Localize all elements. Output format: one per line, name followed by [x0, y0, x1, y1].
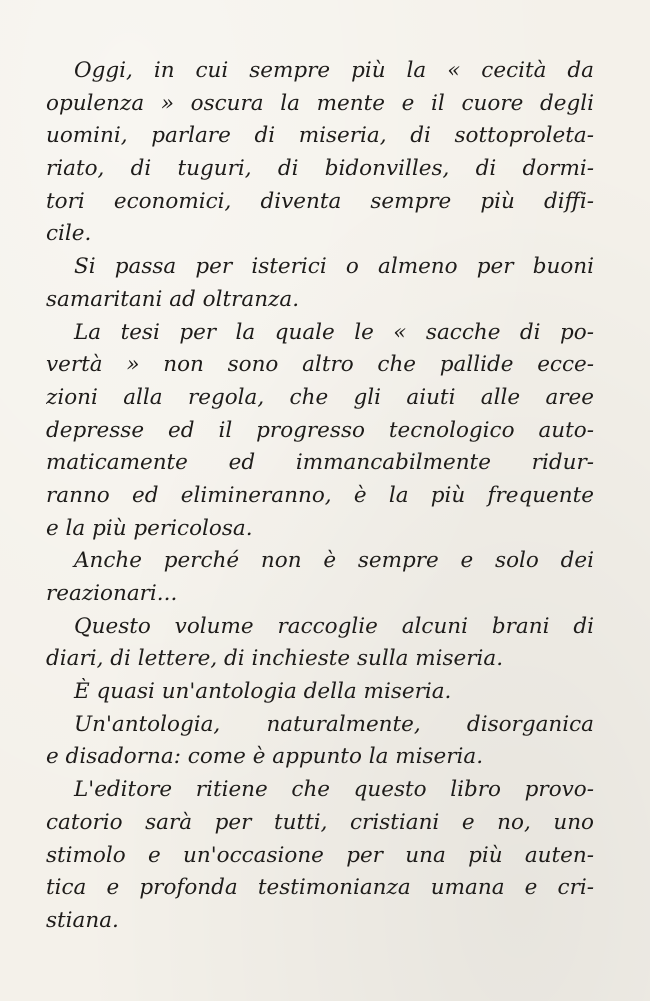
- text-line: stiana.: [46, 907, 119, 933]
- text-line: samaritani ad oltranza.: [46, 286, 300, 312]
- paragraph: [46, 251, 594, 316]
- text-line: e disadorna: come è appunto la miseria.: [46, 744, 484, 770]
- paragraph: [46, 676, 594, 709]
- text-line: La tesi per la quale le « sacche di po-: [74, 319, 594, 345]
- paragraph: [46, 774, 594, 937]
- text-line: diari, di lettere, di inchieste sulla miseria.: [46, 646, 504, 672]
- text-line: catorio sarà per tutti, cristiani e no, uno: [46, 809, 594, 835]
- text-line: uomini, parlare di miseria, di sottoproleta-: [46, 123, 594, 149]
- text-line: Un'antologia, naturalmente, disorganica: [74, 711, 594, 737]
- paragraph: [46, 545, 594, 610]
- text-line: stimolo e un'occasione per una più auten-: [46, 842, 594, 868]
- paragraph: [46, 317, 594, 546]
- paragraph: [46, 709, 594, 774]
- text-line: tori economici, diventa sempre più diffi-: [46, 188, 594, 214]
- text-line: Anche perché non è sempre e solo dei: [74, 548, 594, 574]
- text-line: Questo volume raccoglie alcuni brani di: [74, 613, 594, 639]
- text-line: ranno ed elimineranno, è la più frequente: [46, 482, 594, 508]
- text-line: Oggi, in cui sempre più la « cecità da: [74, 58, 594, 83]
- text-line: maticamente ed immancabilmente ridur-: [46, 450, 594, 476]
- text-line: L'editore ritiene che questo libro provo-: [74, 777, 594, 803]
- book-text-page: [46, 55, 594, 938]
- text-line: reazionari...: [46, 581, 178, 606]
- text-line: depresse ed il progresso tecnologico auto-: [46, 417, 594, 443]
- text-line: cile.: [46, 221, 92, 247]
- text-line: opulenza » oscura la mente e il cuore degli: [46, 90, 594, 116]
- text-line: e la più pericolosa.: [46, 515, 253, 541]
- text-line: zioni alla regola, che gli aiuti alle aree: [46, 384, 594, 410]
- text-line: Si passa per isterici o almeno per buoni: [74, 254, 594, 280]
- paragraph: [46, 55, 594, 251]
- text-line: vertà » non sono altro che pallide ecce-: [46, 352, 594, 378]
- paragraph: [46, 611, 594, 676]
- text-line: riato, di tuguri, di bidonvilles, di dormi-: [46, 156, 594, 182]
- text-line: È quasi un'antologia della miseria.: [74, 679, 452, 705]
- text-line: tica e profonda testimonianza umana e cri-: [46, 875, 594, 901]
